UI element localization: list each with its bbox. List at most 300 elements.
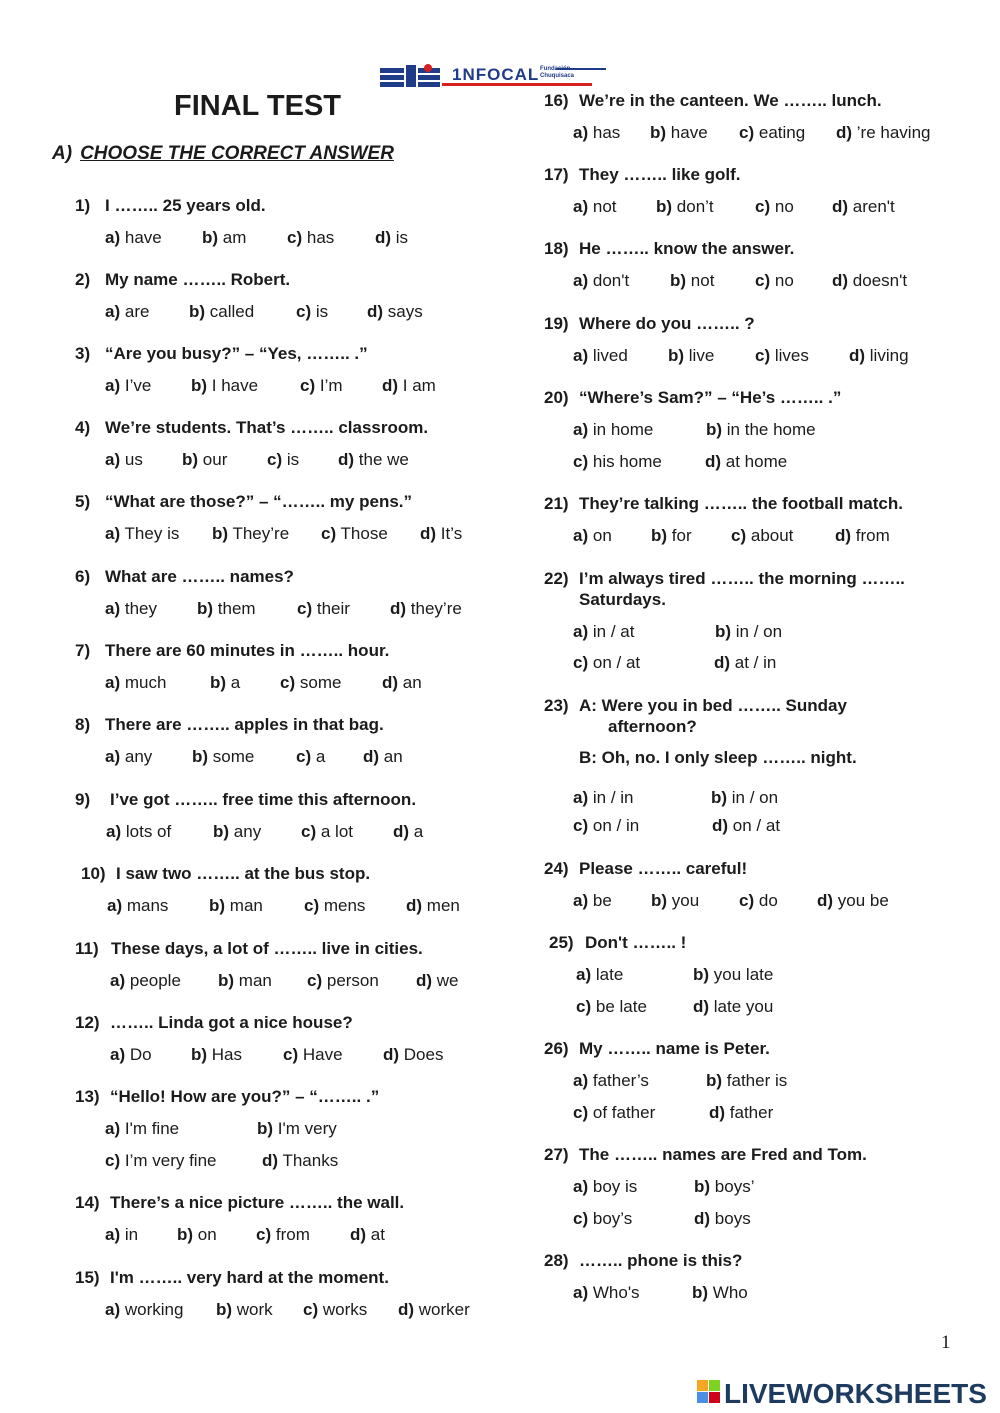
option-letter: a) [105,524,121,543]
option-text: some [212,747,255,766]
option-letter: b) [210,673,227,692]
answer-option[interactable] [383,1045,443,1065]
option-letter: d) [836,123,853,142]
answer-option[interactable] [706,420,816,440]
answer-option[interactable] [321,524,388,544]
answer-option[interactable] [573,346,628,366]
question-text: Don't …….. ! [585,933,687,952]
question-text: They …….. like golf. [579,165,741,184]
question-number: 17) [544,165,569,184]
answer-option[interactable] [303,1300,367,1320]
option-letter: c) [755,271,771,290]
option-letter: a) [105,1300,121,1319]
option-text: they [124,599,157,618]
section-heading [52,143,394,165]
option-letter: a) [105,302,121,321]
option-text: live [688,346,715,365]
option-text: Those [340,524,388,543]
answer-option[interactable] [393,822,423,842]
answer-option[interactable] [105,302,149,322]
answer-option[interactable] [714,653,776,673]
question-text: “Hello! How are you?” – “…….. .” [110,1087,380,1106]
option-letter: a) [105,673,121,692]
answer-option[interactable] [706,1071,787,1091]
question-text: A: Were you in bed …….. Sunday [579,696,847,715]
answer-option[interactable] [573,653,640,673]
answer-option[interactable] [573,1177,637,1197]
answer-option[interactable] [739,891,778,911]
answer-option[interactable] [755,271,794,291]
option-letter: b) [192,747,209,766]
option-text: on / at [592,653,641,672]
option-text: They’re [232,524,290,543]
option-text: I'm very [277,1119,337,1138]
answer-option[interactable] [106,822,171,842]
question-number: 20) [544,388,569,407]
option-text: for [671,526,692,545]
option-letter: a) [573,1071,589,1090]
question-text: I’ve got …….. free time this afternoon. [110,790,417,809]
option-text: in [124,1225,139,1244]
answer-option[interactable] [755,197,794,217]
option-letter: b) [218,971,235,990]
option-letter: c) [283,1045,299,1064]
question-number: 4) [75,418,91,437]
option-letter: d) [849,346,866,365]
answer-option[interactable] [363,747,403,767]
option-letter: d) [817,891,834,910]
option-text: working [124,1300,184,1319]
option-letter: d) [383,1045,400,1064]
option-letter: c) [267,450,283,469]
option-text: on [592,526,612,545]
option-letter: d) [832,197,849,216]
option-letter: a) [573,197,589,216]
answer-option[interactable] [398,1300,470,1320]
option-text: you be [837,891,889,910]
answer-option[interactable] [382,376,436,396]
option-letter: b) [209,896,226,915]
option-letter: b) [202,228,219,247]
answer-option[interactable] [693,997,773,1017]
answer-option[interactable] [817,891,889,911]
answer-option[interactable] [832,271,907,291]
answer-option[interactable] [182,450,227,470]
answer-option[interactable] [110,1045,152,1065]
answer-option[interactable] [832,197,895,217]
question-number: 9) [75,790,91,809]
question-number: 24) [544,859,569,878]
answer-option[interactable] [573,816,639,836]
option-letter: c) [296,302,312,321]
answer-option[interactable] [197,599,256,619]
option-text: on / at [732,816,781,835]
answer-option[interactable] [709,1103,773,1123]
option-letter: c) [755,346,771,365]
option-letter: b) [257,1119,274,1138]
option-text: an [383,747,403,766]
option-letter: c) [739,891,755,910]
answer-option[interactable] [192,747,254,767]
option-text: in / in [592,788,634,807]
answer-option[interactable] [296,302,328,322]
option-letter: b) [668,346,685,365]
option-letter: a) [573,420,589,439]
option-letter: b) [651,891,668,910]
answer-option[interactable] [105,747,152,767]
answer-option[interactable] [573,1209,632,1229]
answer-option[interactable] [573,891,612,911]
answer-option[interactable] [216,1300,273,1320]
answer-option[interactable] [420,524,462,544]
answer-option[interactable] [105,376,151,396]
option-text: them [217,599,256,618]
option-text: in home [592,420,654,439]
option-text: their [316,599,350,618]
question-text: They’re talking …….. the football match. [579,494,903,513]
option-letter: b) [177,1225,194,1244]
answer-option[interactable] [576,997,647,1017]
option-letter: d) [382,673,399,692]
option-letter: b) [670,271,687,290]
logo-subtext: Fundación Chuquisaca [540,66,575,79]
option-letter: c) [731,526,747,545]
option-text: is [395,228,409,247]
answer-option[interactable] [296,747,325,767]
answer-option[interactable] [262,1151,338,1171]
answer-option[interactable] [651,891,699,911]
question-text: “Are you busy?” – “Yes, …….. .” [105,344,368,363]
answer-option[interactable] [287,228,334,248]
answer-option[interactable] [692,1283,748,1303]
option-text: It’s [440,524,463,543]
answer-option[interactable] [283,1045,343,1065]
option-text: be [592,891,612,910]
option-letter: d) [714,653,731,672]
answer-option[interactable] [375,228,408,248]
question-text: Where do you …….. ? [579,314,755,333]
answer-option[interactable] [694,1177,754,1197]
answer-option[interactable] [218,971,272,991]
answer-option[interactable] [212,524,289,544]
option-letter: a) [573,123,589,142]
option-letter: a) [576,965,592,984]
answer-option[interactable] [105,1151,217,1171]
answer-option[interactable] [705,452,787,472]
option-letter: c) [296,747,312,766]
answer-option[interactable] [416,971,459,991]
answer-option[interactable] [257,1119,337,1139]
answer-option[interactable] [573,1071,649,1091]
option-text: living [869,346,909,365]
question-text: …….. phone is this? [579,1251,743,1270]
question-number: 12) [75,1013,100,1032]
option-letter: a) [105,747,121,766]
option-text: Thanks [282,1151,339,1170]
answer-option[interactable] [573,420,653,440]
option-text: no [774,197,794,216]
option-text: from [275,1225,310,1244]
answer-option[interactable] [731,526,793,546]
answer-option[interactable] [304,896,365,916]
question-number: 26) [544,1039,569,1058]
page-title: FINAL TEST [174,90,342,122]
answer-option[interactable] [755,346,809,366]
answer-option[interactable] [573,197,617,217]
option-letter: a) [105,1225,121,1244]
answer-option[interactable] [694,1209,751,1229]
answer-option[interactable] [105,450,143,470]
answer-option[interactable] [213,822,261,842]
option-text: father is [726,1071,788,1090]
option-text: be late [595,997,647,1016]
option-letter: c) [105,1151,121,1170]
option-letter: a) [573,622,589,641]
option-text: have [670,123,708,142]
option-letter: c) [300,376,316,395]
answer-option[interactable] [576,965,623,985]
option-text: boy is [592,1177,638,1196]
answer-option[interactable] [573,526,612,546]
answer-option[interactable] [670,271,714,291]
option-text: late you [713,997,774,1016]
section-text: CHOOSE THE CORRECT ANSWER [80,143,394,164]
option-letter: d) [363,747,380,766]
option-text: called [209,302,255,321]
answer-option[interactable] [267,450,299,470]
option-letter: d) [262,1151,279,1170]
option-text: Do [129,1045,152,1064]
option-text: men [426,896,460,915]
answer-option[interactable] [711,788,778,808]
answer-option[interactable] [256,1225,310,1245]
answer-option[interactable] [835,526,890,546]
question-number: 6) [75,567,91,586]
question-text-continued: Saturdays. [579,590,666,609]
option-letter: b) [191,1045,208,1064]
answer-option[interactable] [693,965,773,985]
answer-option[interactable] [210,673,240,693]
question-text-continued: afternoon? [608,717,697,736]
answer-option[interactable] [300,376,343,396]
question-text: There’s a nice picture …….. the wall. [110,1193,405,1212]
option-text: I’m [319,376,343,395]
option-letter: d) [694,1209,711,1228]
answer-option[interactable] [307,971,379,991]
answer-option[interactable] [836,123,931,143]
answer-option[interactable] [656,197,714,217]
option-letter: c) [321,524,337,543]
option-letter: d) [420,524,437,543]
option-text: am [222,228,247,247]
option-text: mens [323,896,366,915]
answer-option[interactable] [105,524,179,544]
option-text: aren't [852,197,895,216]
answer-option[interactable] [107,896,168,916]
option-text: boys’ [714,1177,755,1196]
answer-option[interactable] [390,599,462,619]
option-text: in / on [735,622,783,641]
answer-option[interactable] [280,673,341,693]
question-text: I …….. 25 years old. [105,196,266,215]
option-text: a [315,747,326,766]
answer-option[interactable] [573,271,629,291]
answer-option[interactable] [350,1225,385,1245]
question-text: He …….. know the answer. [579,239,795,258]
question-number: 15) [75,1268,100,1287]
option-text: person [326,971,379,990]
answer-option[interactable] [105,599,157,619]
answer-option[interactable] [110,971,181,991]
option-letter: c) [287,228,303,247]
question-text: “What are those?” – “…….. my pens.” [105,492,413,511]
question-number: 18) [544,239,569,258]
option-letter: b) [715,622,732,641]
option-text: his home [592,452,662,471]
option-text: eating [758,123,806,142]
option-letter: c) [739,123,755,142]
option-letter: d) [709,1103,726,1122]
option-letter: a) [573,271,589,290]
question-text: I saw two …….. at the bus stop. [116,864,371,883]
option-letter: a) [105,376,121,395]
answer-option[interactable] [382,673,422,693]
option-letter: d) [406,896,423,915]
question-text: We’re students. That’s …….. classroom. [105,418,429,437]
option-letter: a) [110,971,126,990]
question-number: 8) [75,715,91,734]
question-number: 28) [544,1251,569,1270]
question-number: 25) [549,933,574,952]
option-text: a lot [320,822,353,841]
option-text: much [124,673,167,692]
question-number: 22) [544,569,569,588]
option-text: you [671,891,700,910]
option-text: are [124,302,150,321]
question-number: 10) [81,864,106,883]
option-letter: c) [307,971,323,990]
answer-option[interactable] [668,346,714,366]
option-letter: a) [573,526,589,545]
answer-option[interactable] [338,450,409,470]
answer-option[interactable] [650,123,708,143]
answer-option[interactable] [105,1119,179,1139]
answer-option[interactable] [177,1225,217,1245]
question-number: 3) [75,344,91,363]
option-text: mans [126,896,169,915]
option-letter: d) [705,452,722,471]
answer-option[interactable] [651,526,692,546]
option-letter: a) [110,1045,126,1064]
option-text: not [690,271,715,290]
option-text: doesn't [852,271,908,290]
answer-option[interactable] [712,816,780,836]
answer-option[interactable] [202,228,246,248]
option-letter: b) [693,965,710,984]
option-letter: b) [656,197,673,216]
option-text: Has [211,1045,243,1064]
question-number: 27) [544,1145,569,1164]
option-letter: c) [256,1225,272,1244]
question-text: The …….. names are Fred and Tom. [579,1145,867,1164]
option-letter: b) [213,822,230,841]
option-text: have [124,228,162,247]
option-text: man [229,896,263,915]
answer-option[interactable] [191,1045,242,1065]
answer-option[interactable] [105,228,162,248]
option-text: I have [211,376,259,395]
question-text: Please …….. careful! [579,859,748,878]
option-text: They is [124,524,180,543]
answer-option[interactable] [715,622,782,642]
question-text: There are …….. apples in that bag. [105,715,384,734]
answer-option[interactable] [573,123,620,143]
option-text: on [197,1225,217,1244]
question-number: 11) [75,939,99,958]
option-letter: c) [573,816,589,835]
question-text: There are 60 minutes in …….. hour. [105,641,390,660]
option-text: father’s [592,1071,649,1090]
option-letter: b) [189,302,206,321]
answer-option[interactable] [301,822,353,842]
option-letter: c) [573,1209,589,1228]
option-letter: b) [197,599,214,618]
option-text: worker [418,1300,470,1319]
answer-option[interactable] [105,673,166,693]
option-text: Have [302,1045,343,1064]
answer-option[interactable] [573,622,634,642]
option-text: do [758,891,778,910]
answer-option[interactable] [189,302,254,322]
option-letter: d) [375,228,392,247]
option-text: has [592,123,621,142]
option-letter: a) [105,228,121,247]
answer-option[interactable] [573,788,634,808]
option-letter: b) [694,1177,711,1196]
option-text: lives [774,346,809,365]
option-letter: d) [712,816,729,835]
option-letter: d) [338,450,355,469]
option-text: late [595,965,624,984]
answer-option[interactable] [573,452,662,472]
option-text: some [299,673,342,692]
question-text: What are …….. names? [105,567,294,586]
answer-option[interactable] [105,1225,138,1245]
option-text: lived [592,346,628,365]
answer-option[interactable] [849,346,909,366]
answer-option[interactable] [297,599,350,619]
answer-option[interactable] [406,896,460,916]
question-text: These days, a lot of …….. live in cities. [111,939,423,958]
option-text: any [124,747,153,766]
option-letter: b) [216,1300,233,1319]
answer-option[interactable] [191,376,258,396]
answer-option[interactable] [573,1103,655,1123]
option-text: at home [725,452,788,471]
question-text: “Where’s Sam?” – “He’s …….. .” [579,388,842,407]
answer-option[interactable] [105,1300,183,1320]
answer-option[interactable] [739,123,805,143]
answer-option[interactable] [573,1283,640,1303]
answer-option[interactable] [209,896,263,916]
option-text: is [286,450,300,469]
option-letter: d) [693,997,710,1016]
question-text: My name …….. Robert. [105,270,291,289]
answer-option[interactable] [367,302,423,322]
option-letter: d) [393,822,410,841]
question-number: 16) [544,91,569,110]
option-letter: b) [711,788,728,807]
